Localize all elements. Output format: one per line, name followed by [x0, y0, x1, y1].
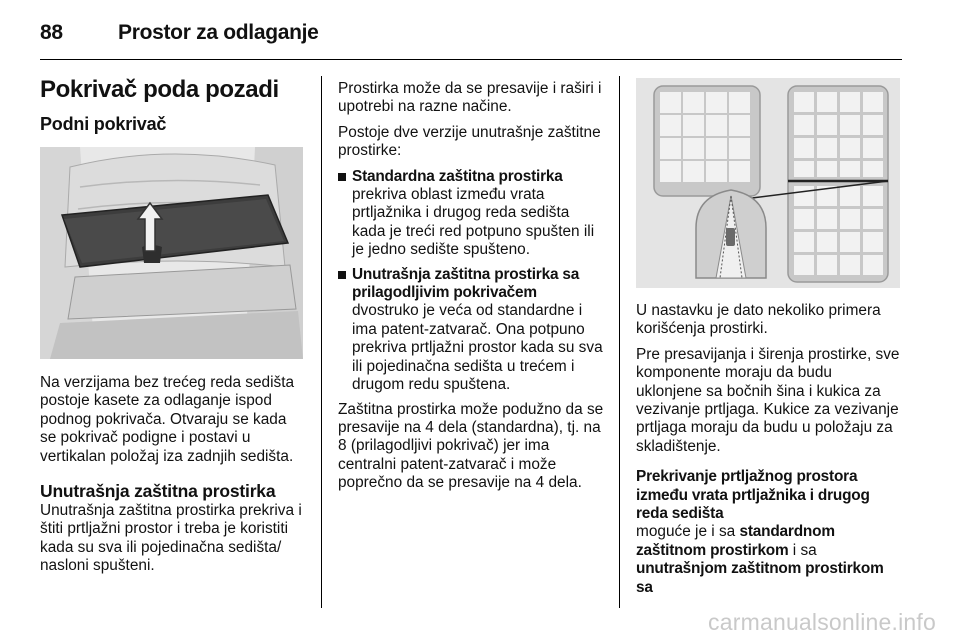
- section-heading: Pokrivač poda pozadi: [40, 76, 279, 103]
- bullet-icon: [338, 173, 346, 181]
- emphasis-text: standardnom zaštitnom prostirkom: [636, 523, 835, 559]
- mat-folding-illustration: [636, 78, 900, 288]
- page-header: [0, 0, 960, 58]
- paragraph: Prostirka može da se presavije i raširi i upotrebi na razne načine.: [338, 80, 602, 116]
- column-3: [636, 302, 902, 597]
- header-rule: [40, 59, 902, 60]
- text-run: moguće je i sa: [636, 523, 740, 541]
- paragraph: Unutrašnja zaštitna prostirka prekriva i štiti prtljažni prostor i treba je koristiti kada su sva ili pojedinačna sedišta/ nasloni spušteni.: [40, 502, 302, 575]
- subsection-heading: Prekrivanje prtljažnog prostora između vrata prtljažnika i drugog reda sedišta: [636, 468, 870, 523]
- list-item-title: Unutrašnja zaštitna prostirka sa prilagodljivim pokrivačem: [352, 265, 580, 302]
- bullet-icon: [338, 271, 346, 279]
- paragraph: Zaštitna prostirka može podužno da se presavije na 4 dela (standardna), tj. na 8 (prilagodljivi pokrivač) jer ima centralni patent-zatvarač i može poprečno da se presavije na 4 dela.: [338, 400, 604, 492]
- subsection-heading: Podni pokrivač: [40, 114, 167, 134]
- cargo-floor-illustration: [40, 147, 303, 359]
- paragraph: U nastavku je dato nekoliko primera korišćenja prostirki.: [636, 302, 881, 338]
- subsection-heading: Unutrašnja zaštitna prostirka: [40, 481, 276, 502]
- paragraph: [636, 523, 902, 597]
- column-divider-1: [321, 76, 322, 608]
- page-title: Prostor za odlaganje: [118, 21, 319, 44]
- emphasis-text: unutrašnjom zaštitnom prostirkom sa: [636, 560, 884, 596]
- column-divider-2: [619, 76, 620, 608]
- list-item: [338, 168, 604, 260]
- paragraph: Pre presavijanja i širenja prostirke, sve komponente moraju da budu uklonjene sa bočnih šina i kukica za vezivanje prtljaga. Kukice za vezivanje prtljaga moraju da budu u položaju za skladištenje.: [636, 345, 900, 455]
- column-1-text: [40, 374, 306, 583]
- column-1: [40, 76, 306, 135]
- watermark: carmanualsonline.info: [708, 609, 936, 635]
- paragraph: Postoje dve verzije unutrašnje zaštitne prostirke:: [338, 123, 601, 160]
- column-2: [338, 80, 604, 500]
- list-item-text: prekriva oblast između vrata prtljažnika i drugog reda sedišta kada je treći red potpuno spušten ili je jedno sedište spušteno.: [352, 186, 595, 259]
- cargo-floor-drawing: [40, 147, 303, 359]
- list-item: [338, 266, 604, 395]
- page-number: 88: [40, 21, 63, 44]
- paragraph: Na verzijama bez trećeg reda sedišta postoje kasete za odlaganje ispod podnog pokrivača. Otvaraju se kada se pokrivač podigne i postavi u vertikalan položaj iza zadnjih sedišta.: [40, 374, 295, 465]
- text-run: i sa: [788, 541, 817, 559]
- list-item-title: Standardna zaštitna prostirka: [352, 167, 563, 185]
- mat-grid-drawing: [636, 78, 900, 288]
- list-item-text: dvostruko je veća od standardne i ima patent-zatvarač. Ona potpuno prekriva prtljažni prostor kada su sva ili pojedinačna sedišta u trećem i drugom redu spuštena.: [352, 302, 603, 394]
